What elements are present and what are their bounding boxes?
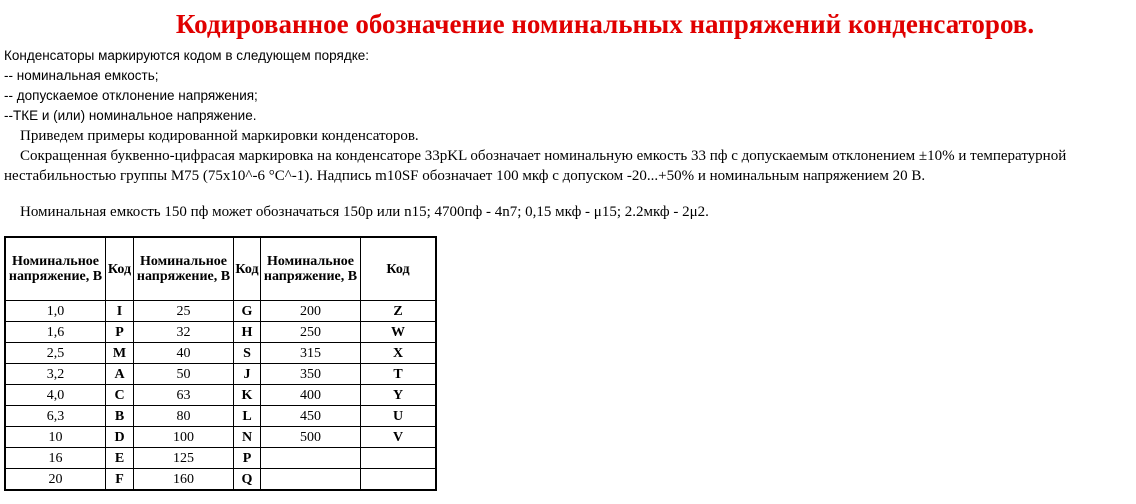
voltage-cell: 32 — [134, 322, 234, 343]
voltage-cell: 50 — [134, 364, 234, 385]
voltage-cell: 3,2 — [5, 364, 106, 385]
code-cell: N — [234, 427, 261, 448]
voltage-cell: 2,5 — [5, 343, 106, 364]
header-voltage-1: Номинальное напряжение, В — [5, 237, 106, 301]
voltage-cell: 1,0 — [5, 301, 106, 322]
table-row — [5, 343, 436, 364]
code-cell: G — [234, 301, 261, 322]
intro-list — [4, 46, 1134, 126]
voltage-cell: 25 — [134, 301, 234, 322]
table-row — [5, 406, 436, 427]
paragraph-examples-intro: Приведем примеры кодированной маркировки конденсаторов. — [20, 128, 419, 144]
code-cell: Z — [361, 301, 437, 322]
code-cell: X — [361, 343, 437, 364]
code-cell: S — [234, 343, 261, 364]
paragraph-marking-example: Сокращенная буквенно-цифрасая маркировка на конденсаторе 33pKL обозначает номинальную емкость 33 пф с допускаемым отклонением ±10% и температурной нестабильностью группы М75 (75x10^-6 °C^-1). Надпись m10SF обозначает 100 мкф с допуском -20...+50% и номинальным напряжением 20 В. — [4, 148, 1067, 184]
voltage-cell: 200 — [261, 301, 361, 322]
voltage-cell: 16 — [5, 448, 106, 469]
voltage-cell: 63 — [134, 385, 234, 406]
intro-line: -- номинальная емкость; — [4, 68, 159, 83]
code-cell: A — [106, 364, 134, 385]
table-row — [5, 322, 436, 343]
code-cell: J — [234, 364, 261, 385]
voltage-cell: 160 — [134, 469, 234, 491]
header-voltage-2: Номинальное напряжение, В — [134, 237, 234, 301]
voltage-code-table — [4, 236, 437, 491]
code-cell: W — [361, 322, 437, 343]
code-cell: H — [234, 322, 261, 343]
table-row — [5, 301, 436, 322]
voltage-cell: 500 — [261, 427, 361, 448]
voltage-cell: 4,0 — [5, 385, 106, 406]
intro-line: --ТКЕ и (или) номинальное напряжение. — [4, 108, 257, 123]
code-cell: T — [361, 364, 437, 385]
header-code-3: Код — [361, 237, 437, 301]
code-cell — [361, 469, 437, 491]
voltage-cell: 125 — [134, 448, 234, 469]
voltage-cell — [261, 469, 361, 491]
header-code-2: Код — [234, 237, 261, 301]
voltage-cell: 10 — [5, 427, 106, 448]
voltage-cell: 400 — [261, 385, 361, 406]
code-cell: B — [106, 406, 134, 427]
code-cell: K — [234, 385, 261, 406]
header-code-1: Код — [106, 237, 134, 301]
table-row — [5, 427, 436, 448]
page-title: Кодированное обозначение номинальных напряжений конденсаторов. — [175, 9, 1035, 39]
voltage-cell: 6,3 — [5, 406, 106, 427]
code-cell: V — [361, 427, 437, 448]
code-cell: C — [106, 385, 134, 406]
code-cell: U — [361, 406, 437, 427]
voltage-cell: 80 — [134, 406, 234, 427]
table-body — [5, 301, 436, 491]
code-cell: L — [234, 406, 261, 427]
voltage-cell: 350 — [261, 364, 361, 385]
code-cell: P — [106, 322, 134, 343]
voltage-cell: 20 — [5, 469, 106, 491]
table-row — [5, 448, 436, 469]
code-cell: P — [234, 448, 261, 469]
table-row — [5, 469, 436, 491]
code-cell: I — [106, 301, 134, 322]
intro-line: Конденсаторы маркируются кодом в следующем порядке: — [4, 48, 370, 63]
code-cell: Q — [234, 469, 261, 491]
voltage-cell: 315 — [261, 343, 361, 364]
table-header-row — [5, 237, 436, 301]
code-cell: E — [106, 448, 134, 469]
voltage-cell: 450 — [261, 406, 361, 427]
code-cell: M — [106, 343, 134, 364]
voltage-cell: 40 — [134, 343, 234, 364]
header-voltage-3: Номинальное напряжение, В — [261, 237, 361, 301]
table-row — [5, 364, 436, 385]
code-cell: D — [106, 427, 134, 448]
voltage-cell: 1,6 — [5, 322, 106, 343]
code-cell: F — [106, 469, 134, 491]
code-cell: Y — [361, 385, 437, 406]
paragraph-capacitance-notation: Номинальная емкость 150 пф может обозначаться 150p или n15; 4700пф - 4n7; 0,15 мкф - μ15; 2.2мкф - 2μ2. — [20, 204, 709, 220]
intro-line: -- допускаемое отклонение напряжения; — [4, 88, 258, 103]
voltage-cell — [261, 448, 361, 469]
code-cell — [361, 448, 437, 469]
voltage-cell: 250 — [261, 322, 361, 343]
voltage-cell: 100 — [134, 427, 234, 448]
table-row — [5, 385, 436, 406]
